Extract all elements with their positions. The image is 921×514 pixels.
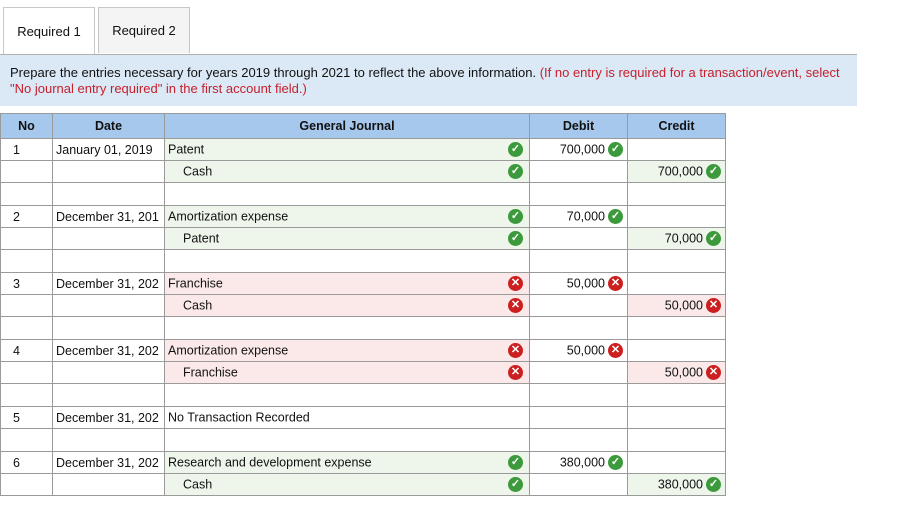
spacer-row xyxy=(1,429,726,452)
journal-row xyxy=(1,273,726,295)
x-circle-icon: ✕ xyxy=(608,276,623,291)
debit-field[interactable] xyxy=(530,362,628,384)
account-name: Franchise xyxy=(168,276,223,291)
spacer-cell xyxy=(165,183,530,206)
account-name: Research and development expense xyxy=(168,455,372,470)
entry-date[interactable]: December 31, 202 xyxy=(53,340,165,362)
account-field[interactable] xyxy=(165,452,530,474)
spacer-cell xyxy=(628,384,726,407)
entry-number xyxy=(1,362,53,384)
spacer-cell xyxy=(53,250,165,273)
credit-field[interactable] xyxy=(628,228,726,250)
debit-field[interactable] xyxy=(530,139,628,161)
debit-field[interactable] xyxy=(530,452,628,474)
entry-date[interactable] xyxy=(53,161,165,183)
x-circle-icon: ✕ xyxy=(508,298,523,313)
spacer-cell xyxy=(1,429,53,452)
credit-field[interactable] xyxy=(628,139,726,161)
credit-value: 50,000 xyxy=(664,298,703,313)
account-field[interactable] xyxy=(165,362,530,384)
entry-date[interactable]: December 31, 202 xyxy=(53,407,165,429)
account-name: Cash xyxy=(183,298,213,313)
spacer-cell xyxy=(628,183,726,206)
account-field[interactable] xyxy=(165,273,530,295)
check-circle-icon: ✓ xyxy=(508,455,523,470)
debit-value: 50,000 xyxy=(566,276,605,291)
entry-date[interactable]: December 31, 202 xyxy=(53,273,165,295)
credit-value: 70,000 xyxy=(664,231,703,246)
spacer-cell xyxy=(1,317,53,340)
entry-number: 3 xyxy=(1,273,53,295)
journal-row xyxy=(1,452,726,474)
check-circle-icon: ✓ xyxy=(508,142,523,157)
spacer-cell xyxy=(165,317,530,340)
account-name: No Transaction Recorded xyxy=(168,410,310,425)
entry-date[interactable]: December 31, 202 xyxy=(53,452,165,474)
spacer-cell xyxy=(628,250,726,273)
spacer-cell xyxy=(530,317,628,340)
spacer-row xyxy=(1,384,726,407)
journal-row xyxy=(1,228,726,250)
check-circle-icon: ✓ xyxy=(608,209,623,224)
table-header xyxy=(1,114,726,139)
debit-value: 70,000 xyxy=(566,209,605,224)
spacer-cell xyxy=(628,429,726,452)
entry-date[interactable]: December 31, 201 xyxy=(53,206,165,228)
journal-row xyxy=(1,206,726,228)
credit-field[interactable] xyxy=(628,161,726,183)
account-field[interactable] xyxy=(165,474,530,496)
account-name: Amortization expense xyxy=(168,209,289,224)
entry-number: 6 xyxy=(1,452,53,474)
check-circle-icon: ✓ xyxy=(608,455,623,470)
spacer-cell xyxy=(530,183,628,206)
debit-field[interactable] xyxy=(530,295,628,317)
credit-field[interactable] xyxy=(628,362,726,384)
account-field[interactable] xyxy=(165,139,530,161)
credit-value: 50,000 xyxy=(664,365,703,380)
debit-field[interactable] xyxy=(530,407,628,429)
spacer-cell xyxy=(1,384,53,407)
journal-row xyxy=(1,295,726,317)
account-field[interactable] xyxy=(165,340,530,362)
header-no: No xyxy=(1,114,53,139)
check-circle-icon: ✓ xyxy=(608,142,623,157)
debit-field[interactable] xyxy=(530,161,628,183)
spacer-cell xyxy=(530,429,628,452)
journal-row xyxy=(1,139,726,161)
check-circle-icon: ✓ xyxy=(508,477,523,492)
spacer-row xyxy=(1,183,726,206)
entry-date[interactable] xyxy=(53,295,165,317)
entry-date[interactable]: January 01, 2019 xyxy=(53,139,165,161)
spacer-cell xyxy=(530,250,628,273)
journal-table xyxy=(0,113,726,496)
x-circle-icon: ✕ xyxy=(508,276,523,291)
credit-field[interactable] xyxy=(628,452,726,474)
check-circle-icon: ✓ xyxy=(508,209,523,224)
account-name: Franchise xyxy=(183,365,238,380)
debit-value: 380,000 xyxy=(559,455,605,470)
debit-field[interactable] xyxy=(530,206,628,228)
debit-field[interactable] xyxy=(530,228,628,250)
journal-row xyxy=(1,340,726,362)
instructions-note: (If no entry is required for a transaction/event, select "No journal entry required" in the first account field.) xyxy=(10,65,840,96)
tab-bar xyxy=(3,7,193,55)
spacer-cell xyxy=(1,183,53,206)
spacer-cell xyxy=(165,429,530,452)
entry-number: 1 xyxy=(1,139,53,161)
journal-body xyxy=(1,139,726,496)
entry-number xyxy=(1,474,53,496)
journal-row xyxy=(1,474,726,496)
entry-number xyxy=(1,161,53,183)
spacer-cell xyxy=(628,317,726,340)
account-field[interactable] xyxy=(165,407,530,429)
account-name: Cash xyxy=(183,164,213,179)
tab-required-2[interactable]: Required 2 xyxy=(98,7,190,53)
debit-field[interactable] xyxy=(530,474,628,496)
entry-number xyxy=(1,295,53,317)
spacer-cell xyxy=(530,384,628,407)
entry-date[interactable] xyxy=(53,474,165,496)
check-circle-icon: ✓ xyxy=(706,477,721,492)
spacer-cell xyxy=(165,384,530,407)
credit-field[interactable] xyxy=(628,407,726,429)
entry-date[interactable] xyxy=(53,362,165,384)
entry-number: 5 xyxy=(1,407,53,429)
entry-number xyxy=(1,228,53,250)
header-debit: Debit xyxy=(530,114,628,139)
credit-value: 380,000 xyxy=(657,477,703,492)
spacer-cell xyxy=(53,429,165,452)
spacer-row xyxy=(1,317,726,340)
header-general-journal: General Journal xyxy=(165,114,530,139)
entry-number: 2 xyxy=(1,206,53,228)
debit-value: 700,000 xyxy=(559,142,605,157)
account-name: Patent xyxy=(183,231,220,246)
account-field[interactable] xyxy=(165,295,530,317)
account-field[interactable] xyxy=(165,161,530,183)
debit-value: 50,000 xyxy=(566,343,605,358)
header-date: Date xyxy=(53,114,165,139)
x-circle-icon: ✕ xyxy=(706,365,721,380)
debit-field[interactable] xyxy=(530,340,628,362)
journal-row xyxy=(1,407,726,429)
account-name: Patent xyxy=(168,142,205,157)
credit-field[interactable] xyxy=(628,474,726,496)
debit-field[interactable] xyxy=(530,273,628,295)
credit-field[interactable] xyxy=(628,295,726,317)
journal-row xyxy=(1,362,726,384)
spacer-cell xyxy=(53,183,165,206)
spacer-cell xyxy=(1,250,53,273)
instructions xyxy=(0,55,857,106)
x-circle-icon: ✕ xyxy=(508,343,523,358)
account-field[interactable] xyxy=(165,228,530,250)
spacer-cell xyxy=(165,250,530,273)
credit-field[interactable] xyxy=(628,206,726,228)
entry-number: 4 xyxy=(1,340,53,362)
x-circle-icon: ✕ xyxy=(608,343,623,358)
check-circle-icon: ✓ xyxy=(508,164,523,179)
x-circle-icon: ✕ xyxy=(508,365,523,380)
account-name: Amortization expense xyxy=(168,343,289,358)
x-circle-icon: ✕ xyxy=(706,298,721,313)
credit-value: 700,000 xyxy=(657,164,703,179)
spacer-row xyxy=(1,250,726,273)
journal-row xyxy=(1,161,726,183)
credit-field[interactable] xyxy=(628,273,726,295)
entry-date[interactable] xyxy=(53,228,165,250)
header-credit: Credit xyxy=(628,114,726,139)
check-circle-icon: ✓ xyxy=(706,231,721,246)
check-circle-icon: ✓ xyxy=(508,231,523,246)
instructions-text: Prepare the entries necessary for years 2019 through 2021 to reflect the above information. xyxy=(10,65,537,80)
account-name: Cash xyxy=(183,477,213,492)
check-circle-icon: ✓ xyxy=(706,164,721,179)
spacer-cell xyxy=(53,317,165,340)
spacer-cell xyxy=(53,384,165,407)
tab-required-1[interactable]: Required 1 xyxy=(3,7,95,55)
credit-field[interactable] xyxy=(628,340,726,362)
account-field[interactable] xyxy=(165,206,530,228)
